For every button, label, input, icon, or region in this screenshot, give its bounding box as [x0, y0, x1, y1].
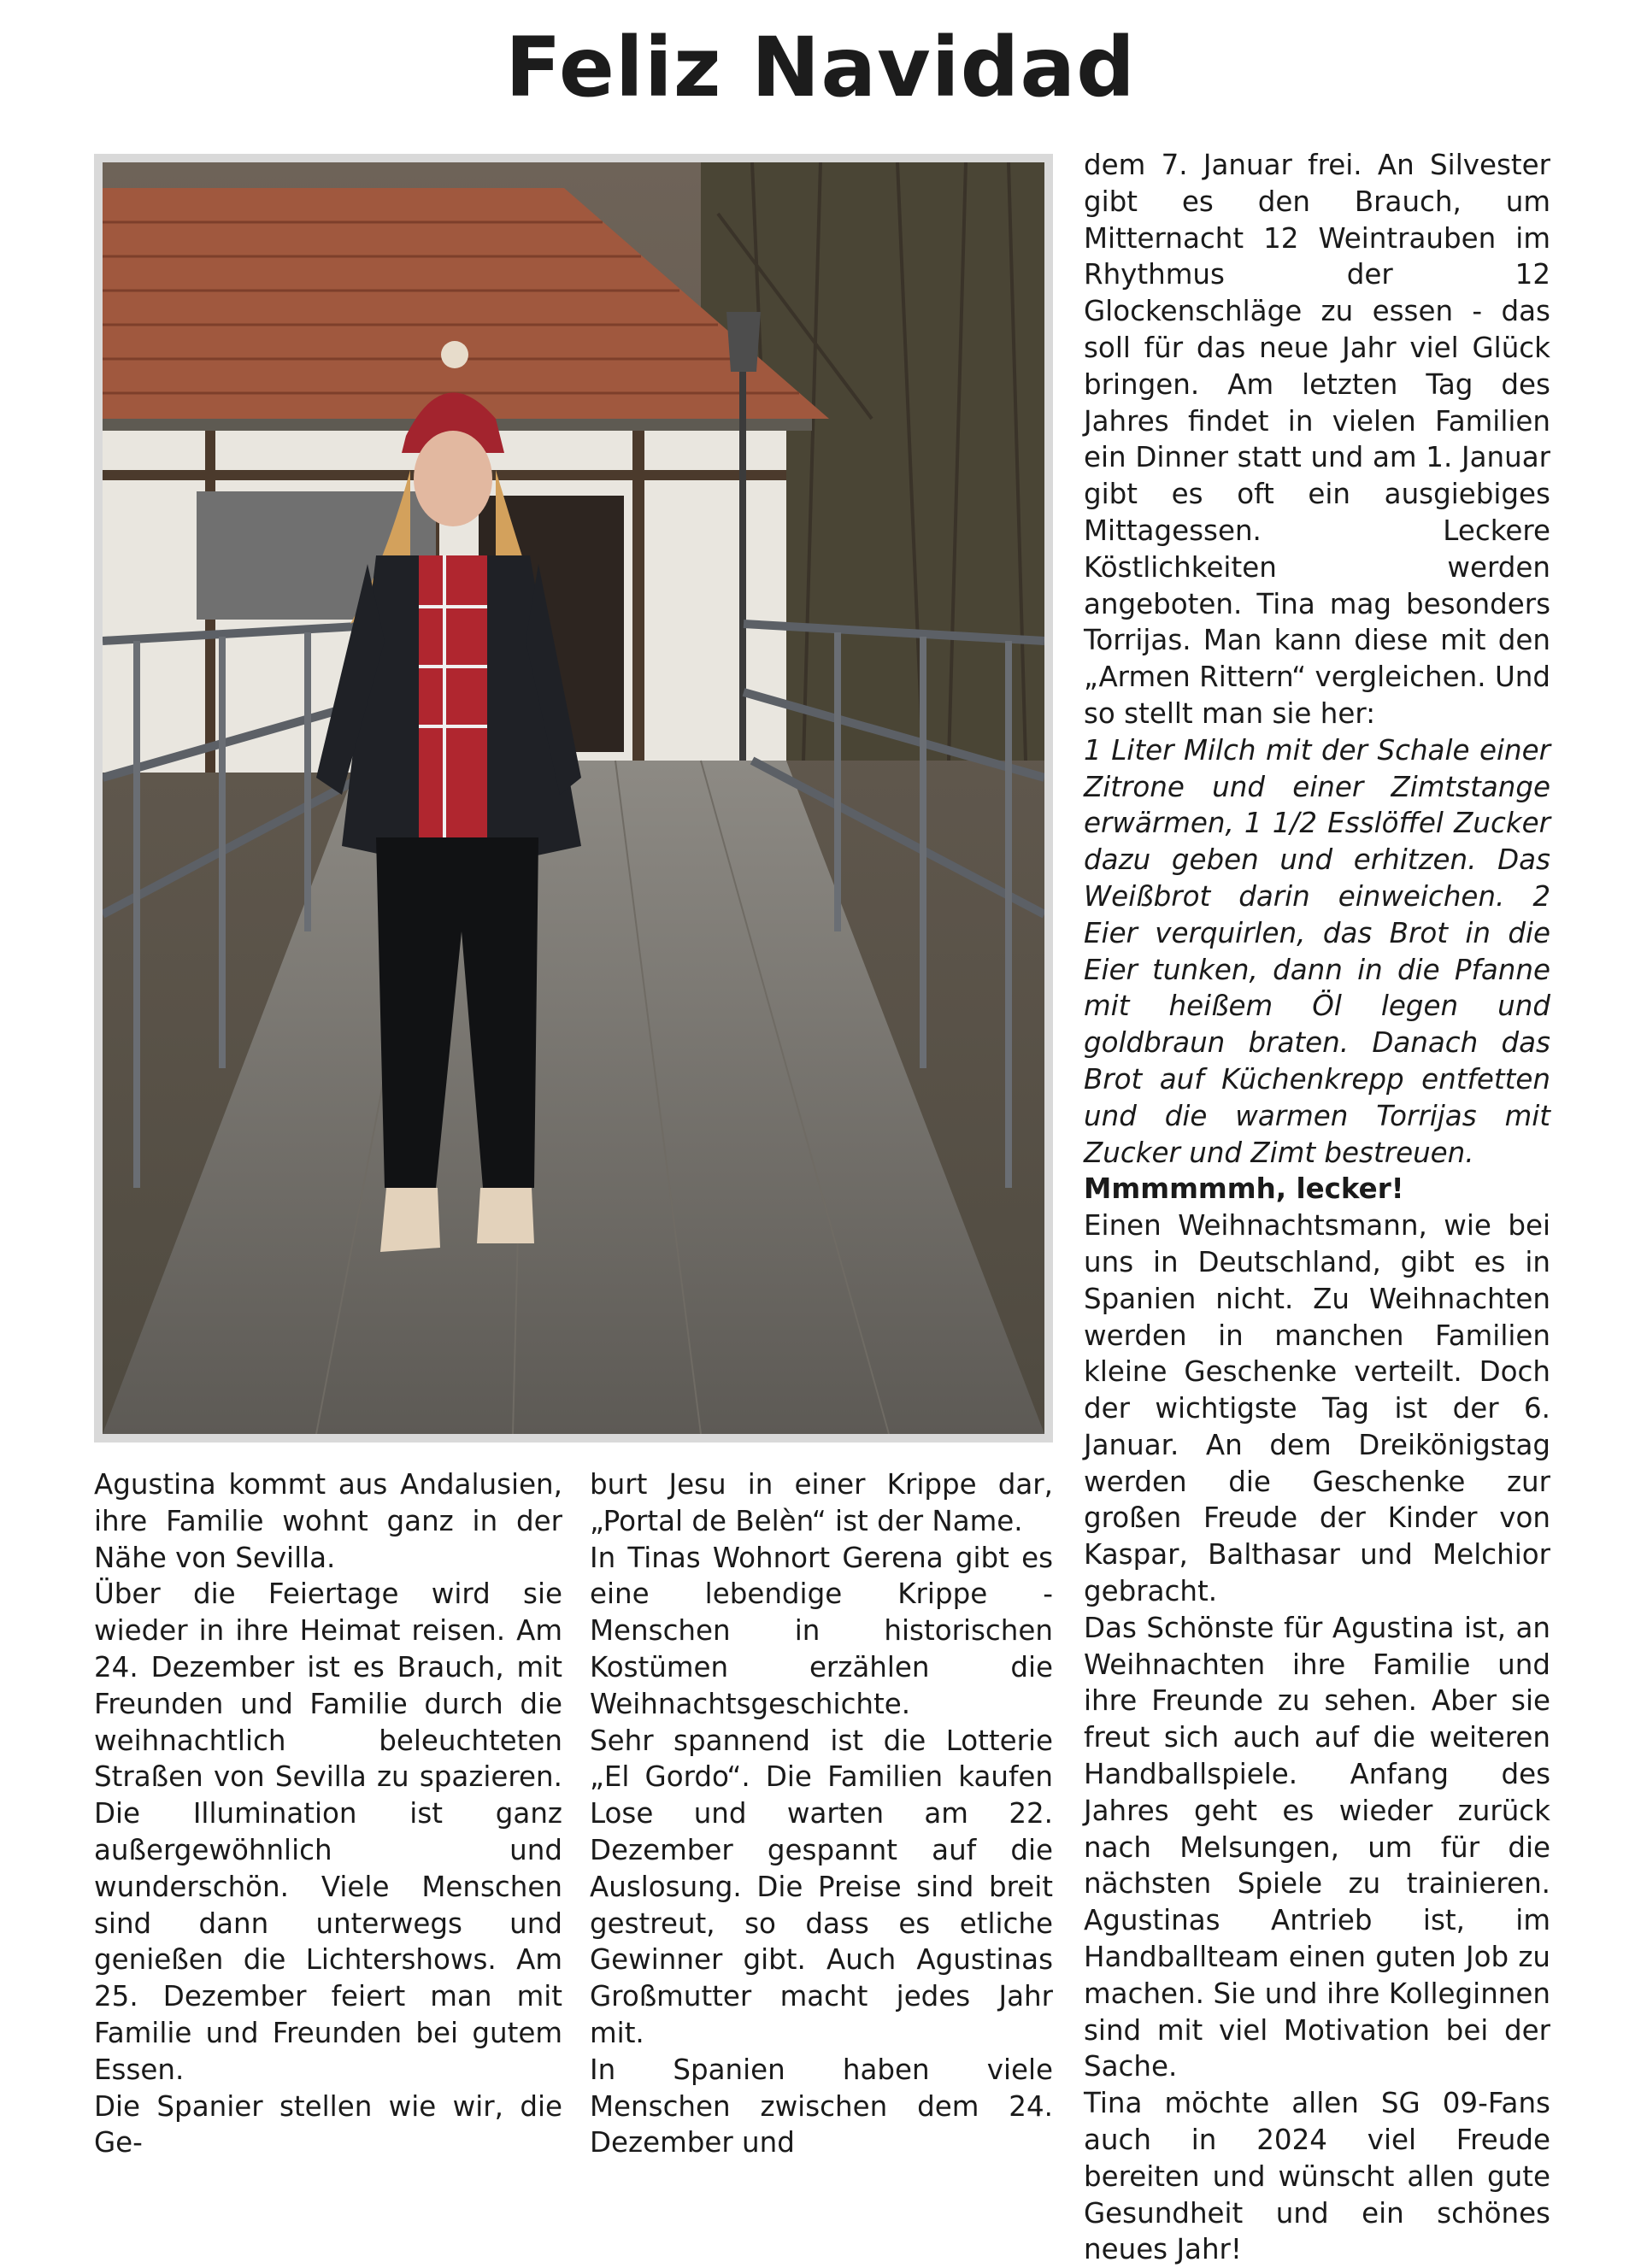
paragraph-dreikoenig: Einen Weihnachtsmann, wie bei uns in Deutschland, gibt es in Spanien nicht. Zu Weihnachten werden in manchen Familien kleine Geschenke verteilt. Doch der wichtigste Tag ist der 6. Januar. An dem Dreikönigstag werden die Geschenke zur großen Freude der Kinder von Kaspar, Balthasar und Melchior gebracht. — [1084, 1209, 1550, 1608]
paragraph: In Tinas Wohnort Gerena gibt es eine lebendige Krippe - Menschen in historischen Kostümen erzählen die Weihnachtsgeschichte. — [590, 1541, 1053, 1720]
exclamation-heading: Mmmmmmh, lecker! — [1084, 1172, 1404, 1206]
paragraph: Sehr spannend ist die Lotterie „El Gordo“. Die Familien kaufen Lose und warten am 22. Dezember gespannt auf die Auslosung. Die Preise sind breit gestreut, so dass es etliche Gewinner gibt. Auch Agustinas Großmutter macht jedes Jahr mit. — [590, 1724, 1053, 2049]
photo-woman-on-bridge-icon — [103, 162, 1044, 1434]
paragraph: Agustina kommt aus Andalusien, ihre Familie wohnt ganz in der Nähe von Sevilla. — [94, 1468, 562, 1574]
article-column-right — [1084, 147, 1550, 2268]
article-column-middle — [590, 1466, 1053, 2161]
page-title: Feliz Navidad — [505, 20, 1136, 115]
paragraph-closing: Tina möchte allen SG 09-Fans auch in 2024 viel Freude bereiten und wünscht allen gute Gesundheit und ein schönes neues Jahr! — [1084, 2087, 1550, 2266]
paragraph: In Spanien haben viele Menschen zwischen dem 24. Dezember und — [590, 2053, 1053, 2159]
article-photo — [94, 154, 1053, 1442]
recipe-paragraph: 1 Liter Milch mit der Schale einer Zitrone und einer Zimtstange erwärmen, 1 1/2 Esslöffel Zucker dazu geben und erhitzen. Das Weißbrot darin einweichen. 2 Eier verquirlen, das Brot in die Eier tunken, dann in die Pfanne mit heißem Öl legen und goldbraun braten. Danach das Brot auf Küchenkrepp entfetten und die warmen Torrijas mit Zucker und Zimt bestreuen. — [1084, 733, 1550, 1169]
paragraph-silvester: dem 7. Januar frei. An Silvester gibt es den Brauch, um Mitternacht 12 Weintrauben im Rhythmus der 12 Glockenschläge zu essen - das soll für das neue Jahr viel Glück bringen. Am letzten Tag des Jahres findet in vielen Familien ein Dinner statt und am 1. Januar gibt es oft ein ausgiebiges Mittagessen. Leckere Köstlichkeiten werden angeboten. Tina mag besonders Torrijas. Man kann diese mit den „Armen Rittern“ vergleichen. Und so stellt man sie her: — [1084, 149, 1550, 730]
paragraph: burt Jesu in einer Krippe dar, „Portal de Belèn“ ist der Name. — [590, 1468, 1053, 1537]
paragraph: Über die Feiertage wird sie wieder in ihre Heimat reisen. Am 24. Dezember ist es Brauch, mit Freunden und Familie durch die weihnachtlich beleuchteten Straßen von Sevilla zu spazieren. Die Illumination ist ganz außergewöhnlich und wunderschön. Viele Menschen sind dann unterwegs und genießen die Lichtershows. Am 25. Dezember feiert man mit Familie und Freunden bei gutem Essen. — [94, 1578, 562, 2086]
paragraph: Die Spanier stellen wie wir, die Ge- — [94, 2089, 562, 2159]
article-column-left — [94, 1466, 562, 2161]
paragraph-familie: Das Schönste für Agustina ist, an Weihnachten ihre Familie und ihre Freunde zu sehen. Aber sie freut sich auch auf die weiteren Handballspiele. Anfang des Jahres geht es wieder zurück nach Melsungen, um für die nächsten Spiele zu trainieren. Agustinas Antrieb ist, im Handballteam einen guten Job zu machen. Sie und ihre Kolleginnen sind mit viel Motivation bei der Sache. — [1084, 1611, 1550, 2083]
